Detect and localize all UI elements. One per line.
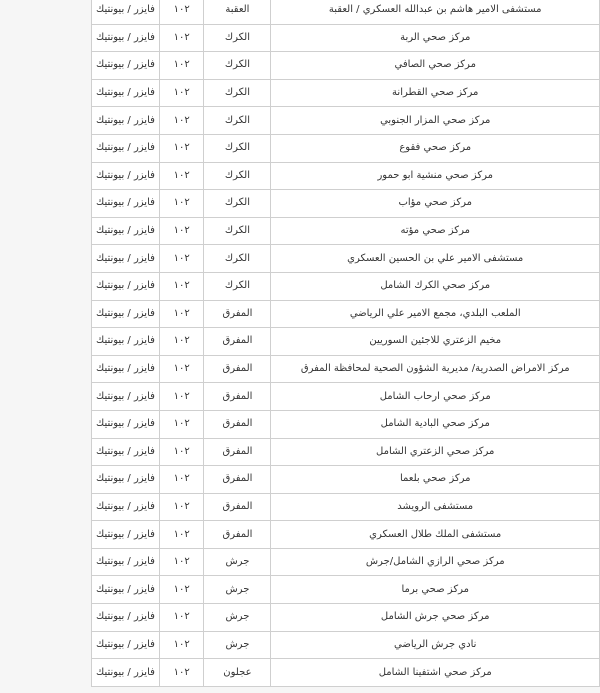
vaccine-cell: فايزر / بيونتيك [92,383,160,411]
vaccine-cell: فايزر / بيونتيك [92,631,160,659]
vaccine-cell: فايزر / بيونتيك [92,79,160,107]
governorate-cell: المفرق [204,438,271,466]
facility-cell: مركز صحي الرازي الشامل/جرش [271,548,600,576]
governorate-cell: الكرك [204,245,271,273]
governorate-cell: جرش [204,576,271,604]
number-cell: ١٠٢ [159,217,203,245]
table-row [92,383,600,411]
governorate-cell: المفرق [204,410,271,438]
table-body [92,0,600,686]
table-row [92,24,600,52]
table-row [92,0,600,24]
facility-cell: مركز صحي فقوع [271,134,600,162]
number-cell: ١٠٢ [159,79,203,107]
governorate-cell: الكرك [204,272,271,300]
table-row [92,355,600,383]
table-row [92,52,600,80]
facility-cell: مركز صحي جرش الشامل [271,604,600,632]
governorate-cell: العقبة [204,0,271,24]
table-row [92,604,600,632]
facility-cell: مستشفى الامير هاشم بن عبدالله العسكري / العقبة [271,0,600,24]
vaccine-cell: فايزر / بيونتيك [92,548,160,576]
facility-cell: مستشفى الرويشد [271,493,600,521]
vaccine-cell: فايزر / بيونتيك [92,328,160,356]
number-cell: ١٠٢ [159,383,203,411]
governorate-cell: المفرق [204,328,271,356]
number-cell: ١٠٢ [159,245,203,273]
facility-cell: مركز صحي الزعتري الشامل [271,438,600,466]
governorate-cell: المفرق [204,493,271,521]
facility-cell: مركز صحي ارحاب الشامل [271,383,600,411]
vaccine-cell: فايزر / بيونتيك [92,24,160,52]
table-row [92,466,600,494]
vaccine-cell: فايزر / بيونتيك [92,0,160,24]
number-cell: ١٠٢ [159,493,203,521]
number-cell: ١٠٢ [159,355,203,383]
governorate-cell: جرش [204,631,271,659]
number-cell: ١٠٢ [159,631,203,659]
table-row [92,79,600,107]
number-cell: ١٠٢ [159,659,203,687]
governorate-cell: المفرق [204,383,271,411]
governorate-cell: الكرك [204,52,271,80]
table-row [92,576,600,604]
number-cell: ١٠٢ [159,466,203,494]
number-cell: ١٠٢ [159,52,203,80]
number-cell: ١٠٢ [159,576,203,604]
governorate-cell: الكرك [204,24,271,52]
number-cell: ١٠٢ [159,604,203,632]
table-row [92,300,600,328]
number-cell: ١٠٢ [159,410,203,438]
facility-cell: مركز صحي الصافي [271,52,600,80]
table-row [92,162,600,190]
table-row [92,272,600,300]
number-cell: ١٠٢ [159,272,203,300]
vaccine-cell: فايزر / بيونتيك [92,438,160,466]
facility-cell: مركز صحي مؤته [271,217,600,245]
facility-cell: مركز صحي مؤاب [271,190,600,218]
governorate-cell: الكرك [204,217,271,245]
governorate-cell: الكرك [204,79,271,107]
table-row [92,438,600,466]
vaccine-cell: فايزر / بيونتيك [92,107,160,135]
table-row [92,521,600,549]
number-cell: ١٠٢ [159,328,203,356]
vaccine-cell: فايزر / بيونتيك [92,576,160,604]
table-row [92,134,600,162]
facility-cell: مركز صحي القطرانة [271,79,600,107]
number-cell: ١٠٢ [159,134,203,162]
governorate-cell: الكرك [204,107,271,135]
vaccine-cell: فايزر / بيونتيك [92,134,160,162]
vaccine-cell: فايزر / بيونتيك [92,521,160,549]
facility-cell: مستشفى الملك طلال العسكري [271,521,600,549]
governorate-cell: الكرك [204,162,271,190]
vaccine-cell: فايزر / بيونتيك [92,245,160,273]
facility-cell: نادي جرش الرياضي [271,631,600,659]
facility-cell: مركز الامراض الصدرية/ مديرية الشؤون الصحية لمحافظة المفرق [271,355,600,383]
vaccine-cell: فايزر / بيونتيك [92,162,160,190]
facility-cell: مركز صحي الكرك الشامل [271,272,600,300]
table-row [92,328,600,356]
facility-cell: مركز صحي البادية الشامل [271,410,600,438]
table-row [92,245,600,273]
table-row [92,410,600,438]
facility-cell: مركز صحي الربة [271,24,600,52]
table-row [92,493,600,521]
vaccine-cell: فايزر / بيونتيك [92,466,160,494]
facility-cell: مركز صحي برما [271,576,600,604]
vaccine-cell: فايزر / بيونتيك [92,300,160,328]
number-cell: ١٠٢ [159,24,203,52]
governorate-cell: المفرق [204,521,271,549]
facility-cell: مستشفى الامير علي بن الحسين العسكري [271,245,600,273]
facility-cell: مركز صحي بلعما [271,466,600,494]
facility-cell: الملعب البلدي، مجمع الامير علي الرياضي [271,300,600,328]
number-cell: ١٠٢ [159,438,203,466]
facility-cell: مركز صحي اشتفينا الشامل [271,659,600,687]
number-cell: ١٠٢ [159,190,203,218]
number-cell: ١٠٢ [159,300,203,328]
facility-cell: مركز صحي المزار الجنوبي [271,107,600,135]
vaccine-cell: فايزر / بيونتيك [92,493,160,521]
vaccine-cell: فايزر / بيونتيك [92,190,160,218]
table-row [92,659,600,687]
facility-cell: مخيم الزعتري للاجئين السوريين [271,328,600,356]
governorate-cell: المفرق [204,300,271,328]
vaccine-cell: فايزر / بيونتيك [92,355,160,383]
vaccine-cell: فايزر / بيونتيك [92,52,160,80]
number-cell: ١٠٢ [159,521,203,549]
governorate-cell: الكرك [204,190,271,218]
governorate-cell: المفرق [204,355,271,383]
number-cell: ١٠٢ [159,548,203,576]
table-row [92,217,600,245]
governorate-cell: المفرق [204,466,271,494]
table-row [92,107,600,135]
vaccination-centers-table [91,0,600,687]
vaccine-cell: فايزر / بيونتيك [92,659,160,687]
governorate-cell: الكرك [204,134,271,162]
vaccine-cell: فايزر / بيونتيك [92,272,160,300]
vaccine-cell: فايزر / بيونتيك [92,604,160,632]
vaccine-cell: فايزر / بيونتيك [92,410,160,438]
governorate-cell: جرش [204,604,271,632]
number-cell: ١٠٢ [159,0,203,24]
governorate-cell: جرش [204,548,271,576]
table-row [92,190,600,218]
governorate-cell: عجلون [204,659,271,687]
number-cell: ١٠٢ [159,162,203,190]
facility-cell: مركز صحي منشية ابو حمور [271,162,600,190]
table-row [92,631,600,659]
number-cell: ١٠٢ [159,107,203,135]
table-row [92,548,600,576]
vaccine-cell: فايزر / بيونتيك [92,217,160,245]
